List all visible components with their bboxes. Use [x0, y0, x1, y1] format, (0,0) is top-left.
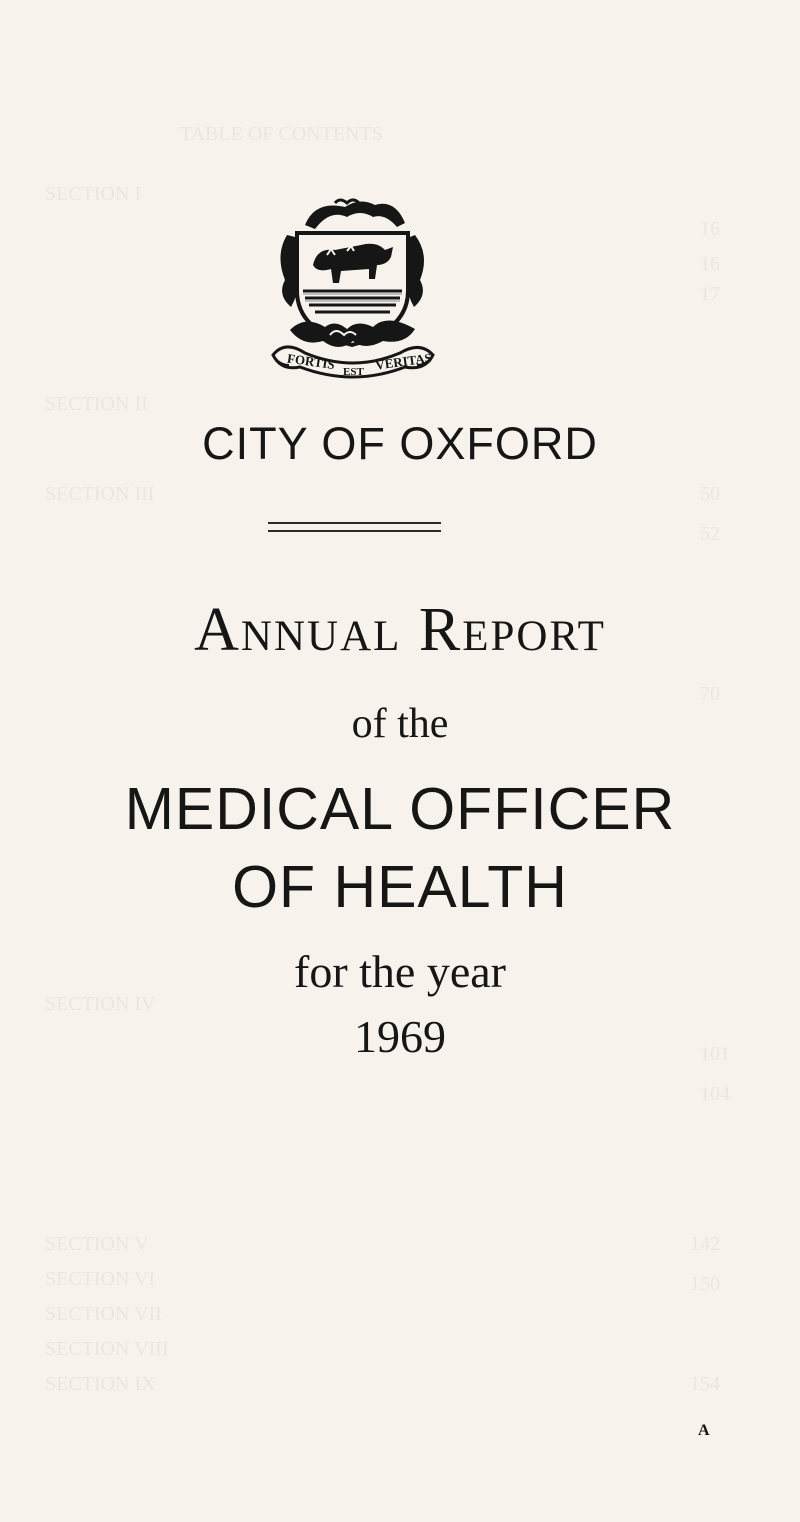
svg-text:SECTION IV: SECTION IV	[45, 993, 156, 1015]
svg-text:16: 16	[700, 218, 720, 240]
of-the-text: of the	[351, 701, 449, 747]
svg-text:101: 101	[700, 1043, 730, 1065]
svg-text:SECTION VII: SECTION VII	[45, 1303, 162, 1325]
report-title: Annual Report	[194, 596, 606, 664]
svg-text:SECTION II: SECTION II	[45, 393, 148, 415]
medical-officer-heading: MEDICAL OFFICER	[124, 776, 676, 842]
svg-text:SECTION IX: SECTION IX	[45, 1373, 156, 1395]
svg-text:EST: EST	[343, 366, 364, 378]
signature-mark: A	[698, 1422, 710, 1439]
divider-rule-top	[268, 522, 441, 524]
svg-text:SECTION III: SECTION III	[45, 483, 155, 505]
svg-text:16: 16	[700, 253, 720, 275]
svg-text:SECTION VIII: SECTION VIII	[45, 1338, 169, 1360]
svg-text:SECTION VI: SECTION VI	[45, 1268, 156, 1290]
svg-text:142: 142	[690, 1233, 720, 1255]
report-year: 1969	[354, 1011, 446, 1062]
svg-text:VERITAS: VERITAS	[374, 349, 433, 373]
divider-rule-bottom	[268, 530, 441, 532]
svg-text:52: 52	[700, 523, 720, 545]
svg-text:17: 17	[700, 283, 720, 305]
of-health-heading: OF HEALTH	[232, 854, 568, 920]
city-heading: CITY OF OXFORD	[202, 418, 598, 469]
svg-text:SECTION V: SECTION V	[45, 1233, 149, 1255]
svg-text:SECTION I: SECTION I	[45, 183, 142, 205]
oxford-coat-of-arms-icon	[265, 195, 440, 390]
svg-text:70: 70	[700, 683, 720, 705]
svg-text:150: 150	[690, 1273, 720, 1295]
svg-text:104: 104	[700, 1083, 730, 1105]
svg-text:154: 154	[690, 1373, 720, 1395]
for-the-year-text: for the year	[294, 946, 506, 997]
svg-text:50: 50	[700, 483, 720, 505]
svg-text:TABLE OF CONTENTS: TABLE OF CONTENTS	[180, 123, 383, 145]
svg-text:FORTIS: FORTIS	[286, 350, 336, 373]
